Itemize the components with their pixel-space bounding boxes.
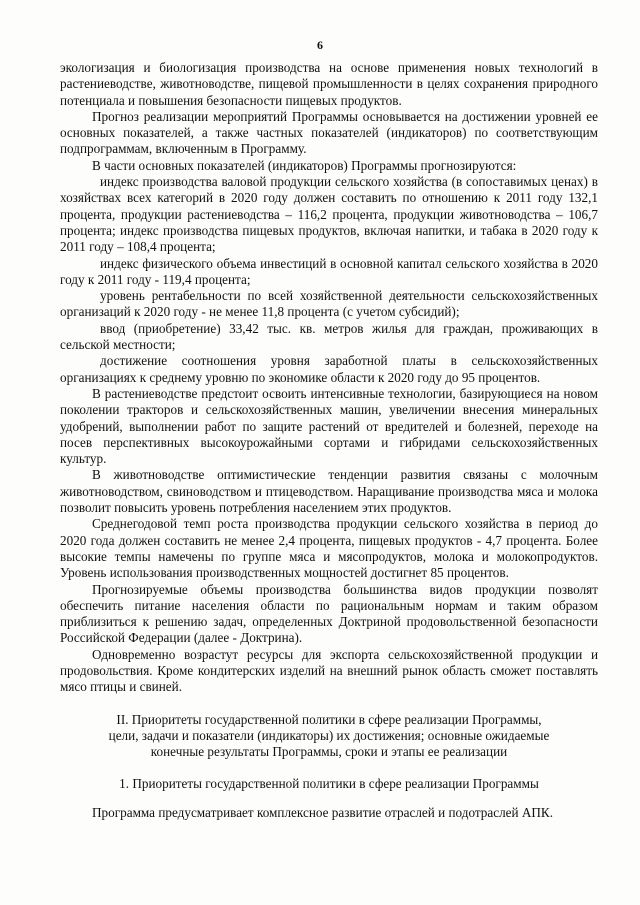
paragraph: экологизация и биологизация производства на основе применения новых технологий в растениеводстве, животноводстве, пищевой промышленности в целях сохранения природного потенциала и повышения безопасности пищевых продуктов. xyxy=(60,60,598,108)
section-heading-line: цели, задачи и показатели (индикаторы) их достижения; основные ожидаемые xyxy=(108,727,550,743)
indicator-item: достижение соотношения уровня заработной платы в сельскохозяйственных организациях к среднему уровню по экономике области к 2020 году до 95 процентов. xyxy=(60,353,598,385)
paragraph: Среднегодовой темп роста производства продукции сельского хозяйства в период до 2020 года должен составить не менее 2,4 процента, пищевых продуктов - 4,7 процента. Более высокие темпы намечены по группе мяса и мясопродуктов, молока и молокопродуктов. Уровень использования производственных мощностей достигнет 85 процентов. xyxy=(60,516,598,581)
paragraph: В растениеводстве предстоит освоить интенсивные технологии, базирующиеся на новом поколении тракторов и сельскохозяйственных машин, увеличении внесения минеральных удобрений, выполнении работ по защите растений от вредителей и болезней, переходе на посев перспективных высокоурожайными сортами и гибридами сельскохозяйственных культур. xyxy=(60,385,598,467)
document-body xyxy=(60,60,598,821)
subsection-heading: 1. Приоритеты государственной политики в сфере реализации Программы xyxy=(119,776,539,792)
paragraph: В части основных показателей (индикаторов) Программы прогнозируются: xyxy=(92,157,517,173)
page-number: 6 xyxy=(317,38,323,52)
paragraph: В животноводстве оптимистические тенденции развития связаны с молочным животноводством, свиноводством и птицеводством. Наращивание производства мяса и молока позволит повысить уровень потребления населением этих продуктов. xyxy=(60,467,598,516)
paragraph: Прогнозируемые объемы производства большинства видов продукции позволят обеспечить питание населения области по рациональным нормам и таким образом приблизиться к решению задач, определенных Доктриной продовольственной безопасности Российской Федерации (далее - Доктрина). xyxy=(60,581,598,646)
section-heading-line: II. Приоритеты государственной политики в сфере реализации Программы, xyxy=(116,711,542,727)
indicator-item: индекс физического объема инвестиций в основной капитал сельского хозяйства в 2020 году к 2011 году - 119,4 процента; xyxy=(60,255,598,287)
spacer xyxy=(60,793,598,805)
indicator-item: уровень рентабельности по всей хозяйственной деятельности сельскохозяйственных организаций к 2020 году - не менее 11,8 процента (с учетом субсидий); xyxy=(60,288,598,320)
indicator-item: индекс производства валовой продукции сельского хозяйства (в сопоставимых ценах) в хозяйствах всех категорий в 2020 году должен составить по отношению к 2011 году 132,1 процента, продукции растениеводства – 116,2 процента, продукции животноводства – 106,7 процента; индекс производства пищевых продуктов, включая напитки, и табака в 2020 году к 2011 году – 108,4 процента; xyxy=(60,174,598,255)
section-heading xyxy=(60,712,598,761)
paragraph: Программа предусматривает комплексное развитие отраслей и подотраслей АПК. xyxy=(92,804,554,820)
spacer xyxy=(60,696,598,712)
section-heading-line: конечные результаты Программы, сроки и этапы ее реализации xyxy=(150,744,508,760)
paragraph: Прогноз реализации мероприятий Программы основывается на достижении уровней ее основных показателей, а также частных показателей (индикаторов) по соответствующим подпрограммам, включенным в Программу. xyxy=(60,108,598,157)
indicator-item: ввод (приобретение) 33,42 тыс. кв. метров жилья для граждан, проживающих в сельской местности; xyxy=(60,320,598,353)
spacer xyxy=(60,760,598,776)
paragraph: Одновременно возрастут ресурсы для экспорта сельскохозяйственной продукции и продовольствия. Кроме кондитерских изделий на внешний рынок область сможет поставлять мясо птицы и свиней. xyxy=(60,646,598,695)
